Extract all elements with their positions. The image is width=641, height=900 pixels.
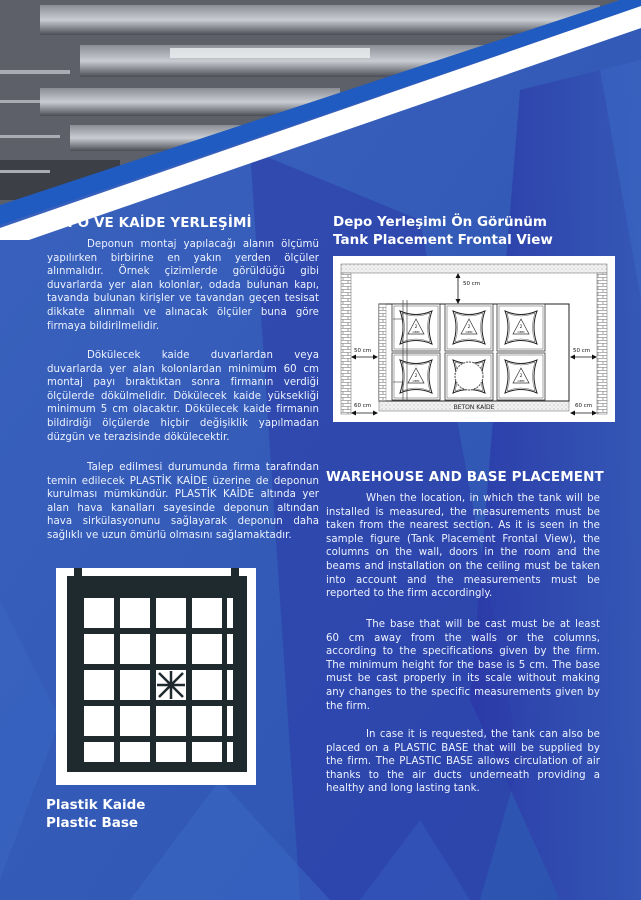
plastic-grid-icon (56, 568, 256, 785)
diagram-title-tr: Depo Yerleşimi Ön Görünüm (333, 214, 547, 230)
turkish-paragraph-1 (47, 238, 319, 333)
bottom-right-label: 60 cm (575, 403, 593, 409)
turkish-paragraph-2 (47, 349, 319, 444)
left-gap-label: 50 cm (354, 348, 372, 354)
turkish-paragraph-3-text: Talep edilmesi durumunda firma tarafından temin edilecek PLASTİK KAİDE üzerine de deponun kurulması mümkündür. PLASTİK KAİDE altında yer alan hava kanalları sayesinde deponun altından hava sirkülasyonunu sağlayarak deponun daha sağlıklı ve uzun ömürlü olmasını sağlamaktadır. (47, 462, 319, 541)
center-star-icon (156, 670, 186, 700)
tank-diagram-drawing: 2 OBM BETON KAİDE 50 cm 50 cm 50 cm 60 cm 60 cm (333, 256, 615, 422)
right-gap-label: 50 cm (573, 348, 591, 354)
tank-placement-diagram (333, 256, 615, 422)
manhole (455, 362, 483, 390)
english-paragraph-1 (326, 492, 600, 601)
english-paragraph-3 (326, 728, 600, 796)
english-paragraph-3-text: In case it is requested, the tank can also be placed on a PLASTIC BASE that will be supplied by the firm. The PLASTIC BASE allows circulation of air thanks to the air ducts underneath providing a healthy and long lasting tank. (326, 729, 600, 795)
caption-tr: Plastik Kaide (46, 797, 146, 813)
plastic-base-caption (46, 796, 145, 832)
english-paragraph-1-text: When the location, in which the tank will be installed is measured, the measurements must be taken from the nearest section. As it is seen in the sample figure (Tank Placement Frontal View), the columns on the wall, doors in the room and the beams and installation on the ceiling must be taken into account and the measurements must be reported to the firm accordingly. (326, 493, 600, 600)
turkish-paragraph-3 (47, 461, 319, 543)
right-wall (597, 273, 607, 414)
turkish-heading: DEPO VE KAİDE YERLEŞİMİ (47, 215, 252, 231)
diagram-title-en: Tank Placement Frontal View (333, 231, 553, 248)
turkish-paragraph-2-text: Dökülecek kaide duvarlardan veya duvarlarda yer alan kolonlardan minimum 60 cm montaj payı bıraktıktan sonra firmanın verdiği ölçülerde dökülmelidir. Dökülecek kaide yüksekliği minimum 5 cm olacaktır. Dökülecek kaide firmanın bildirdiği ölçülerde hiçbir değişiklik yapılmadan düzgün ve terazisinde dökülecektir. (47, 350, 319, 443)
bottom-left-label: 60 cm (354, 403, 372, 409)
top-gap-label: 50 cm (463, 281, 481, 287)
turkish-paragraph-1-text: Deponun montaj yapılacağı alanın ölçümü yapılırken birbirine en yakın yerden ölçüler alınmalıdır. Örnek çizimlerde görüldüğü gibi duvarlarda yer alan kolonlar, odada bulunan kapı, tavanda bulunan kirişler ve tavandan geçen tesisat dikkate alınmalı ve alınacak ölçüler buna göre firmaya bildirilmelidir. (47, 239, 319, 332)
plastic-base-photo (56, 568, 256, 785)
english-paragraph-2-text: The base that will be cast must be at least 60 cm away from the walls or the columns, according to the specifications given by the firm. The minimum height for the base is 5 cm. The base must be cast properly in its scale without making any changes to the specific measurements given by the firm. (326, 619, 600, 712)
english-heading: WAREHOUSE AND BASE PLACEMENT (326, 469, 604, 485)
diagram-title (333, 214, 553, 249)
left-wall (341, 273, 351, 414)
ceiling (341, 264, 607, 273)
english-paragraph-2 (326, 618, 600, 713)
base-label: BETON KAİDE (453, 404, 495, 411)
caption-en: Plastic Base (46, 815, 139, 831)
